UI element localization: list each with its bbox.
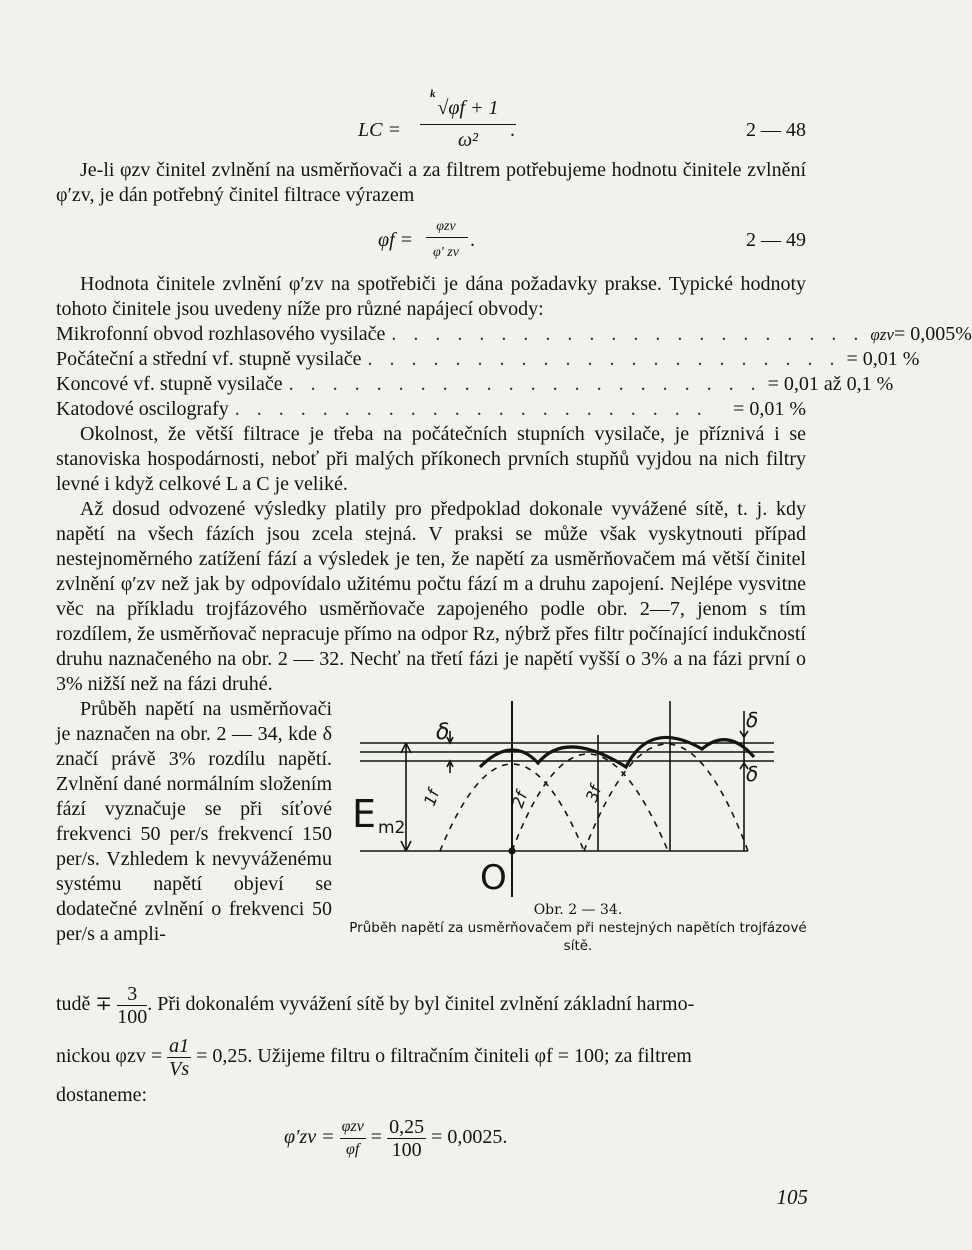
- fraction-denominator: Vs: [169, 1058, 190, 1080]
- table-row-value: = 0,01 %: [846, 348, 920, 370]
- table-row-value: = 0,01 až 0,1 %: [767, 373, 894, 395]
- table-row-label: Počáteční a střední vf. stupně vysilače: [56, 348, 362, 370]
- line-dostaneme: dostaneme:: [56, 1084, 148, 1106]
- origin-dot: [508, 847, 515, 854]
- table-row-symbol: φzv: [870, 325, 894, 344]
- eq49-number: 2 — 49: [746, 229, 806, 251]
- leader-dots: . . . . . . . . . . . . . . . . . . . . . .: [288, 373, 762, 395]
- eq49-denominator: φ′ zv: [433, 245, 459, 260]
- table-row-value: = 0,005%: [893, 323, 972, 345]
- eq48-lhs: LC =: [358, 119, 401, 141]
- final-fraction-1: [340, 1116, 366, 1161]
- eq49-fraction-bar: [426, 237, 468, 238]
- eq49-lhs: φf =: [378, 229, 414, 251]
- fraction-numerator: 3: [117, 983, 147, 1006]
- fraction-a1-over-vs: [167, 1035, 191, 1080]
- phase-3-label: 3f: [581, 783, 606, 805]
- paragraph-4: Až dosud odvozené výsledky platily pro předpoklad dokonale vyvážené sítě, t. j. kdy napětí na všech fázích jsou zcela stejná. V praksi se může však vyskytnouti případ nestejnoměrného zatížení fází a výsledek je ten, že napětí za usměrňovačem má větší činitel zvlnění φ′zv než jak by odpovídalo užitému počtu fází m a druhu zapojení. Nejlépe vysvitne věc na příkladu trojfázového usměrňovače zapojeného podle obr. 2—7, jenom s tím rozdílem, že usměrňovač nepracuje přímo na odpor Rz, nýbrž přes filtr počínající indukčností druhu naznačeného na obr. 2 — 32. Nechť na třetí fázi je napětí vyšší o 3% a na fázi první o 3% nižší než na fázi druhé.: [56, 498, 806, 695]
- fraction-3-over-100: [117, 983, 147, 1028]
- table-row: [56, 372, 894, 397]
- eq48-number: 2 — 48: [746, 119, 806, 141]
- line6-before: tudě ∓: [56, 993, 113, 1016]
- line7-before: nickou φzv =: [56, 1045, 163, 1068]
- fraction-denominator: 100: [117, 1006, 148, 1028]
- voltage-waveform-diagram: [348, 697, 808, 897]
- fraction-denominator: 100: [391, 1139, 422, 1161]
- eq48-fraction-bar: [420, 124, 516, 125]
- table-row-label: Koncové vf. stupně vysilače: [56, 373, 283, 395]
- phase-3-curve: [581, 744, 748, 851]
- table-row-label: Katodové oscilografy: [56, 398, 229, 420]
- line7-after: = 0,25. Užijeme filtru o filtračním činiteli φf = 100; za filtrem: [196, 1045, 692, 1068]
- equation-2-49: [56, 208, 806, 272]
- em-subscript: m2: [378, 818, 406, 838]
- delta-right-bottom-label: δ: [746, 762, 759, 786]
- delta-top-label: δ: [436, 720, 450, 745]
- leader-dots: . . . . . . . . . . . . . . . . . . . . . .: [234, 398, 708, 420]
- page-number: 105: [776, 1185, 808, 1209]
- table-row: [56, 347, 920, 372]
- final-rhs: = 0,0025.: [431, 1126, 508, 1149]
- table-row: [56, 397, 806, 422]
- final-fraction-2: [387, 1116, 426, 1161]
- final-equation: [56, 1116, 806, 1164]
- em-label: E: [352, 792, 377, 836]
- final-equals: =: [370, 1126, 383, 1149]
- table-row-label: Mikrofonní obvod rozhlasového vysilače: [56, 323, 386, 345]
- eq48-numerator: √φf + 1: [437, 97, 499, 119]
- fraction-numerator: a1: [169, 1035, 190, 1057]
- eq48-root-index: k: [430, 88, 436, 100]
- equation-2-48: [56, 82, 806, 154]
- origin-label: O: [480, 858, 507, 898]
- caption-text: Průběh napětí za usměrňovačem při nestejných napětích trojfázové sítě.: [349, 920, 807, 954]
- harmonic-line: [56, 1035, 806, 1080]
- fraction-denominator: φf: [346, 1141, 360, 1158]
- caption-title: Obr. 2 — 34.: [533, 902, 623, 918]
- phase-2-label: 2f: [507, 789, 532, 811]
- eq48-tail: .: [510, 119, 515, 141]
- figure-2-34: [348, 697, 808, 979]
- fraction-numerator: φzv: [340, 1116, 366, 1139]
- table-row: [56, 322, 972, 347]
- figure-section: [56, 697, 806, 979]
- page-body: [56, 82, 972, 1164]
- eq49-tail: .: [470, 229, 475, 251]
- fraction-numerator: 0,25: [389, 1116, 425, 1138]
- phase-1-label: 1f: [419, 787, 444, 809]
- delta-right-top-label: δ: [746, 708, 759, 732]
- paragraph-2: Hodnota činitele zvlnění φ′zv na spotřebiči je dána požadavky prakse. Typické hodnoty tohoto činitele jsou uvedeny níže pro různé napájecí obvody:: [56, 273, 806, 320]
- eq49-numerator: φzv: [436, 219, 456, 234]
- eq48-denominator: ω²: [457, 129, 479, 151]
- figure-caption: [348, 901, 808, 955]
- table-row-value: = 0,01 %: [733, 398, 806, 420]
- leader-dots: . . . . . . . . . . . . . . . . . . . . . .: [367, 348, 841, 370]
- paragraph-3: Okolnost, že větší filtrace je třeba na počátečních stupních vysilače, je příznivá i se stanoviska hospodárnosti, neboť při malých příkonech prvních stupňů vyjdou na nich filtry levné i když celkové L a C je veliké.: [56, 423, 806, 495]
- paragraph-5: Průběh napětí na usměrňovači je naznačen na obr. 2 — 34, kde δ značí právě 3% rozdílu napětí. Zvlnění dané normálním složením fází vyznačuje se při síťové frekvenci 50 per/s frekvencí 150 per/s. Vzhledem k nevyváženému systému napětí objeví se dodatečné zvlnění o frekvenci 50 per/s a ampli-: [56, 698, 332, 945]
- leader-dots: . . . . . . . . . . . . . . . . . . . . . .: [391, 323, 865, 345]
- line6-after: . Při dokonalém vyvážení sítě by byl činitel zvlnění základní harmo-: [147, 993, 695, 1016]
- final-lhs: φ′zv =: [284, 1126, 335, 1149]
- amplitude-line: [56, 983, 806, 1028]
- ripple-values-table: [56, 322, 972, 422]
- paragraph-1: Je-li φzv činitel zvlnění na usměrňovači a za filtrem potřebujeme hodnotu činitele zvlnění φ′zv, je dán potřebný činitel filtrace výrazem: [56, 159, 806, 206]
